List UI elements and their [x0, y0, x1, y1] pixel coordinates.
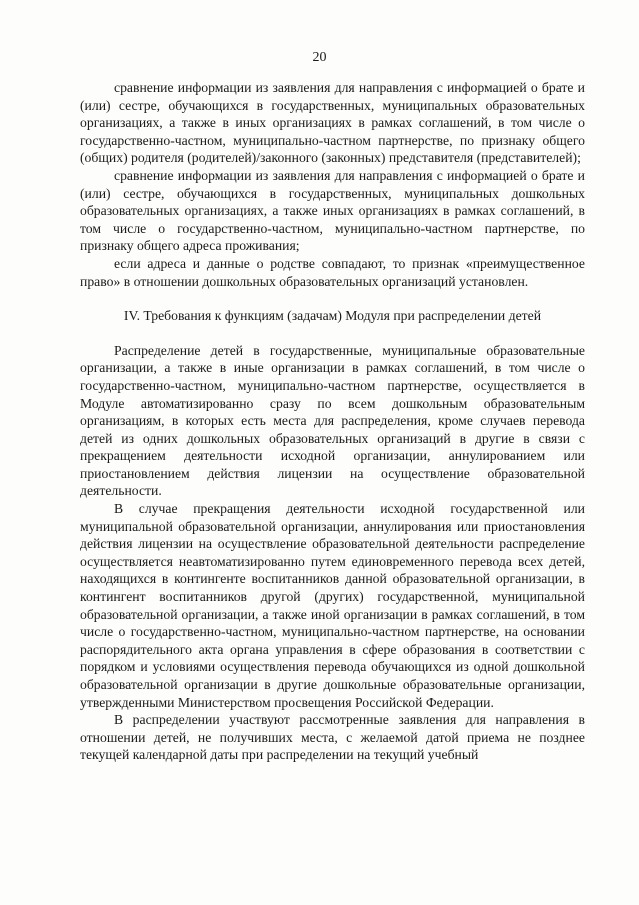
document-body — [80, 79, 585, 764]
paragraph-distribution-general: Распределение детей в государственные, муниципальные образовательные организации, а также в иные организации в рамках соглашений, в том числе о государственно-частном, муниципально-частном партнерстве, осуществляется в Модуле автоматизированно сразу по всем дошкольным образовательным организациям, в которых есть места для распределения, кроме случаев перевода детей из одних дошкольных образовательных организаций в другие в связи с прекращением деятельности исходной организации, аннулированием или приостановлением действия лицензии на осуществление образовательной деятельности. — [80, 342, 585, 499]
section-heading: IV. Требования к функциям (задачам) Модуля при распределении детей — [123, 308, 542, 324]
paragraph-distribution-participants: В распределении участвуют рассмотренные заявления для направления в отношении детей, не получивших места, с желаемой датой приема не позднее текущей календарной даты при распределении на текущий учебный — [80, 712, 585, 763]
paragraph-priority-right: если адреса и данные о родстве совпадают, то признак «преимущественное право» в отношении дошкольных образовательных организаций установлен. — [80, 255, 585, 289]
paragraph-sibling-parent-match: сравнение информации из заявления для направления с информацией о брате и (или) сестре, обучающихся в государственных, муниципальных образовательных организациях, а также в иных организациях в рамках соглашений, в том числе о государственно-частном, муниципально-частном партнерстве, по признаку общего (общих) родителя (родителей)/законного (законных) представителя (представителей); — [80, 80, 585, 166]
page-number: 20 — [312, 50, 327, 65]
paragraph-distribution-termination: В случае прекращения деятельности исходной государственной или муниципальной образовательной организации, аннулирования или приостановления действия лицензии на осуществление образовательной деятельности распределение осуществляется неавтоматизированно путем единовременного перевода всех детей, находящихся в контингенте воспитанников данной образовательной организации, в контингент воспитанников другой (других) государственной, муниципальной образовательной организации, а также иной организации в рамках соглашений, в том числе о государственно-частном, муниципально-частном партнерстве, на основании распорядительного акта органа управления в сфере образования в соответствии с порядком и условиями осуществления перевода обучающихся из одной дошкольной образовательной организации в другие дошкольные образовательные организации, утвержденными Министерством просвещения Российской Федерации. — [80, 501, 585, 710]
paragraph-sibling-address-match: сравнение информации из заявления для направления с информацией о брате и (или) сестре, обучающихся в государственных, муниципальных дошкольных образовательных организациях, а также иных организациях в рамках соглашений, в том числе о государственно-частном, муниципально-частном партнерстве, по признаку общего адреса проживания; — [80, 167, 585, 254]
